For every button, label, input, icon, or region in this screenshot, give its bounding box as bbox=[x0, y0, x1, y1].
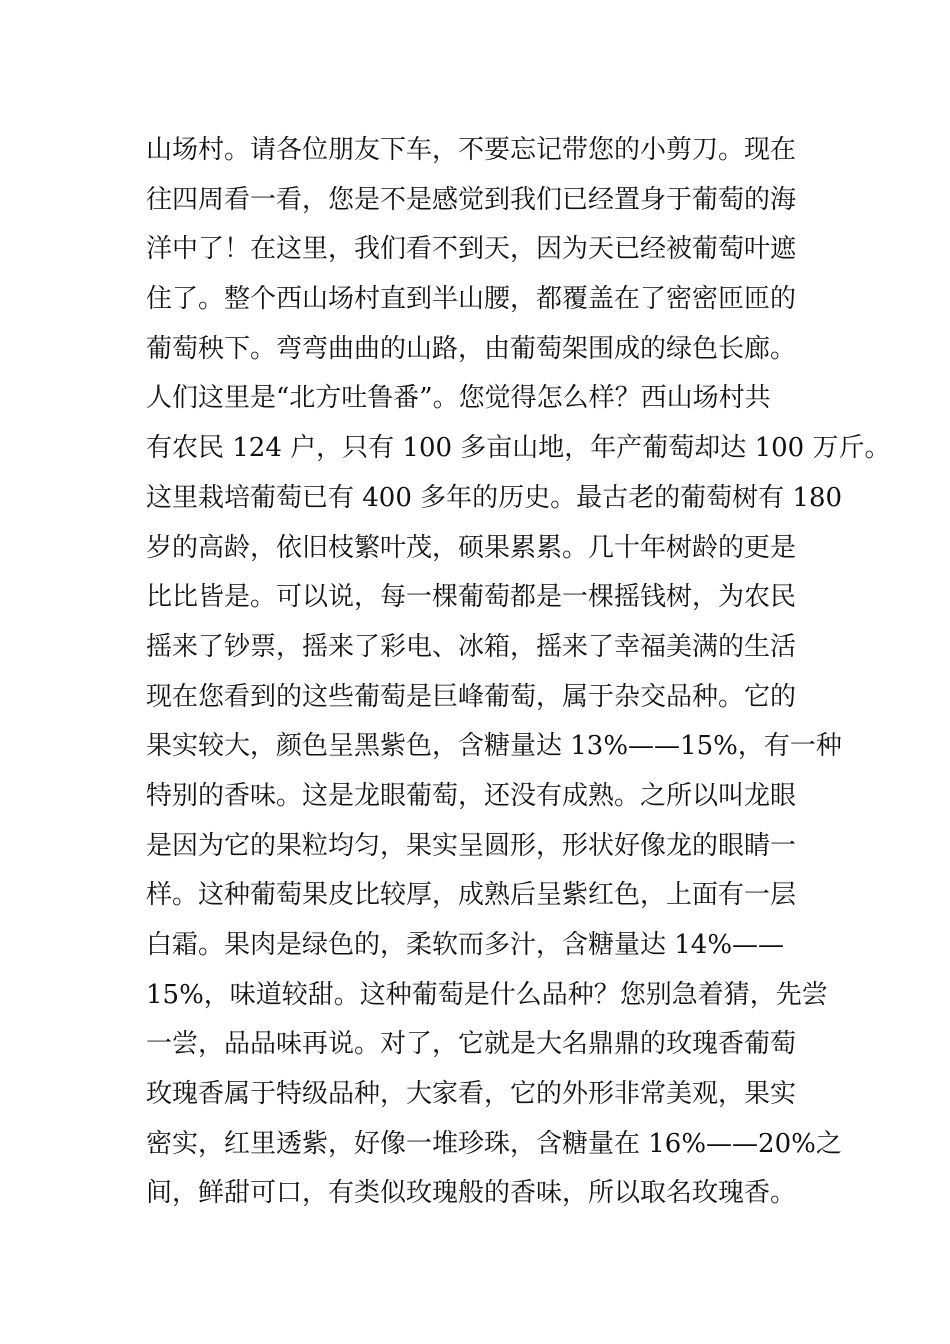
body-text bbox=[146, 126, 891, 1219]
text-line-19: 一尝，品品味再说。对了，它就是大名鼎鼎的玫瑰香葡萄 bbox=[146, 1029, 797, 1060]
text-line-21: 密实，红里透紫，好像一堆珍珠，含糖量在 16%——20%之 bbox=[146, 1128, 842, 1159]
text-line-20: 玫瑰香属于特级品种，大家看，它的外形非常美观，果实 bbox=[146, 1079, 797, 1110]
text-line-14: 特别的香味。这是龙眼葡萄，还没有成熟。之所以叫龙眼 bbox=[146, 780, 797, 811]
text-line-10: 比比皆是。可以说，每一棵葡萄都是一棵摇钱树，为农民 bbox=[146, 582, 797, 613]
text-line-2: 往四周看一看，您是不是感觉到我们已经置身于葡萄的海 bbox=[146, 184, 797, 215]
text-line-18: 15%，味道较甜。这种葡萄是什么品种？您别急着猜，先尝 bbox=[146, 979, 828, 1010]
text-line-17: 白霜。果肉是绿色的，柔软而多汁，含糖量达 14%—— bbox=[146, 930, 785, 960]
text-line-7: 有农民 124 户，只有 100 多亩山地，年产葡萄却达 100 万斤。 bbox=[146, 433, 891, 464]
text-line-3: 洋中了！在这里，我们看不到天，因为天已经被葡萄叶遮 bbox=[146, 234, 797, 265]
text-line-11: 摇来了钞票，摇来了彩电、冰箱，摇来了幸福美满的生活 bbox=[146, 631, 797, 662]
text-line-5: 葡萄秧下。弯弯曲曲的山路，由葡萄架围成的绿色长廊。 bbox=[146, 333, 797, 364]
text-line-1: 山场村。请各位朋友下车，不要忘记带您的小剪刀。现在 bbox=[146, 135, 797, 165]
text-line-9: 岁的高龄，依旧枝繁叶茂，硕果累累。几十年树龄的更是 bbox=[146, 532, 797, 563]
text-line-15: 是因为它的果粒均匀，果实呈圆形，形状好像龙的眼睛一 bbox=[146, 830, 797, 861]
text-line-16: 样。这种葡萄果皮比较厚，成熟后呈紫红色，上面有一层 bbox=[146, 880, 797, 911]
text-line-8: 这里栽培葡萄已有 400 多年的历史。最古老的葡萄树有 180 bbox=[146, 482, 843, 513]
text-line-4: 住了。整个西山场村直到半山腰，都覆盖在了密密匝匝的 bbox=[146, 284, 797, 315]
text-line-12: 现在您看到的这些葡萄是巨峰葡萄，属于杂交品种。它的 bbox=[146, 681, 797, 712]
text-line-6: 人们这里是“北方吐鲁番”。您觉得怎么样？西山场村共 bbox=[146, 383, 771, 414]
text-line-22: 间，鲜甜可口，有类似玫瑰般的香味，所以取名玫瑰香。 bbox=[146, 1178, 797, 1209]
text-line-13: 果实较大，颜色呈黑紫色，含糖量达 13%——15%，有一种 bbox=[146, 731, 842, 762]
